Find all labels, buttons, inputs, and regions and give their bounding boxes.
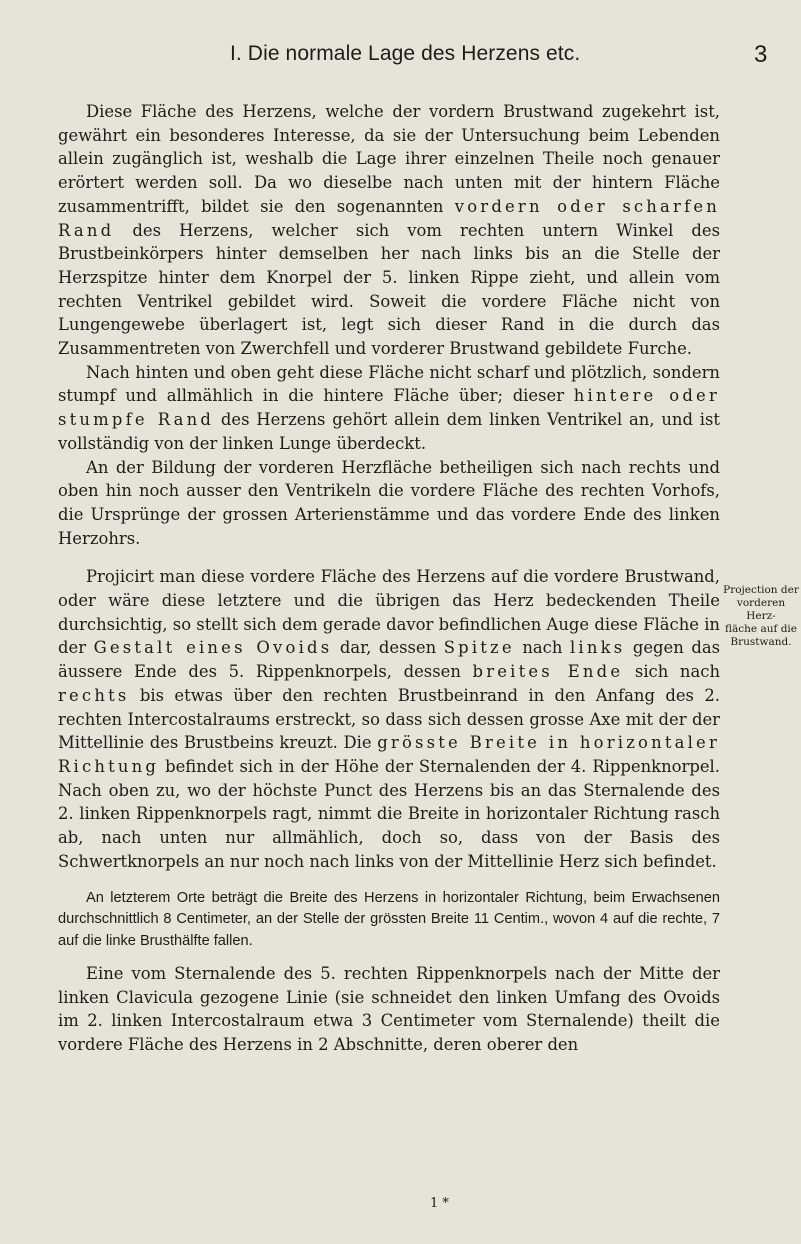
- paragraph-projection: Projicirt man diese vordere Fläche des Herzens auf die vordere Brustwand, oder wäre diese letztere und die übrigen das Herz bedeckenden Theile durchsichtig, so stellt sich dem gerade davor befindlichen Auge diese Fläche in der Gestalt eines Ovoids dar, dessen Spitze nach links gegen das äussere Ende des 5. Rippenknorpels, dessen breites Ende sich nach rechts bis etwas über den rechten Brustbeinrand in den Anfang des 2. rechten Intercostalraums erstreckt, so dass sich dessen grosse Axe mit der der Mittellinie des Brustbeins kreuzt. Die grösste Breite in horizontaler Richtung befindet sich in der Höhe der Sternalenden der 4. Rippenknorpel. Nach oben zu, wo der höchste Punct des Herzens bis an das Sternalende des 2. linken Rippenknorpels ragt, nimmt die Breite in horizontaler Richtung rasch ab, nach unten nur allmählich, doch so, dass von der Basis des Schwertknorpels an nur noch nach links von der Mittellinie Herz sich befindet.: [58, 567, 720, 871]
- emphasis-term: links: [569, 638, 626, 658]
- page-number: 3: [754, 41, 768, 68]
- running-head: [0, 42, 801, 72]
- emphasis-term: rechts: [58, 685, 130, 705]
- paragraph-width-measurements: An letzterem Orte beträgt die Breite des Herzens in horizontaler Richtung, beim Erwachsenen durchschnittlich 8 Centimeter, an der Stelle der grössten Breite 11 Centim., wovon 4 auf die rechte, 7 auf die linke Brusthälfte fallen.: [58, 889, 720, 949]
- paragraph-surface-formation: An der Bildung der vorderen Herzfläche betheiligen sich nach rechts und oben hin noch ausser den Ventrikeln die vordere Fläche des rechten Vorhofs, die Ursprünge der grossen Arterienstämme und das vordere Ende des linken Herzohrs.: [58, 457, 720, 548]
- emphasis-term: Spitze: [443, 638, 515, 658]
- emphasis-term: Gestalt eines Ovoids: [93, 638, 333, 658]
- signature-mark: 1 *: [430, 1196, 449, 1211]
- marginal-note: Projection der vorderen Herz- fläche auf die Brustwand.: [723, 584, 799, 648]
- running-title: I. Die normale Lage des Herzens etc.: [230, 42, 581, 65]
- paragraph-front-surface: Diese Fläche des Herzens, welche der vordern Brustwand zugekehrt ist, gewährt ein besonderes Interesse, da sie der Untersuchung beim Lebenden allein zugänglich ist, weshalb die Lage ihrer einzelnen Theile noch genauer erörtert werden soll. Da wo dieselbe nach unten mit der hintern Fläche zusammentrifft, bildet sie den sogenannten vordern oder scharfen Rand des Herzens, welcher sich vom rechten untern Winkel des Brustbeinkörpers hinter demselben her nach links bis an die Stelle der Herzspitze hinter dem Knorpel der 5. linken Rippe zieht, und allein vom rechten Ventrikel gebildet wird. Soweit die vordere Fläche nicht von Lungengewebe überlagert ist, legt sich dieser Rand in die durch das Zusammentreten von Zwerchfell und vorderer Brustwand gebildete Furche.: [58, 102, 720, 359]
- paragraph-dividing-line: Eine vom Sternalende des 5. rechten Rippenknorpels nach der Mitte der linken Clavicula gezogene Linie (sie schneidet den linken Umfang des Ovoids im 2. linken Intercostalraum etwa 3 Centimeter vom Sternalende) theilt die vordere Fläche des Herzens in 2 Abschnitte, deren oberer den: [58, 964, 720, 1055]
- emphasis-term: grösste Breite in horizontaler Richtung: [58, 733, 720, 776]
- paragraph-posterior-edge: Nach hinten und oben geht diese Fläche nicht scharf und plötzlich, sondern stumpf und allmählich in die hintere Fläche über; dieser hintere oder stumpfe Rand des Herzens gehört allein dem linken Ventrikel an, und ist vollständig von der linken Lunge überdeckt.: [58, 362, 720, 453]
- emphasis-term: hintere oder stumpfe Rand: [58, 386, 720, 430]
- emphasis-term: vordern oder scharfen Rand: [58, 196, 720, 240]
- body-text: [58, 100, 720, 1057]
- emphasis-term: breites Ende: [472, 662, 624, 682]
